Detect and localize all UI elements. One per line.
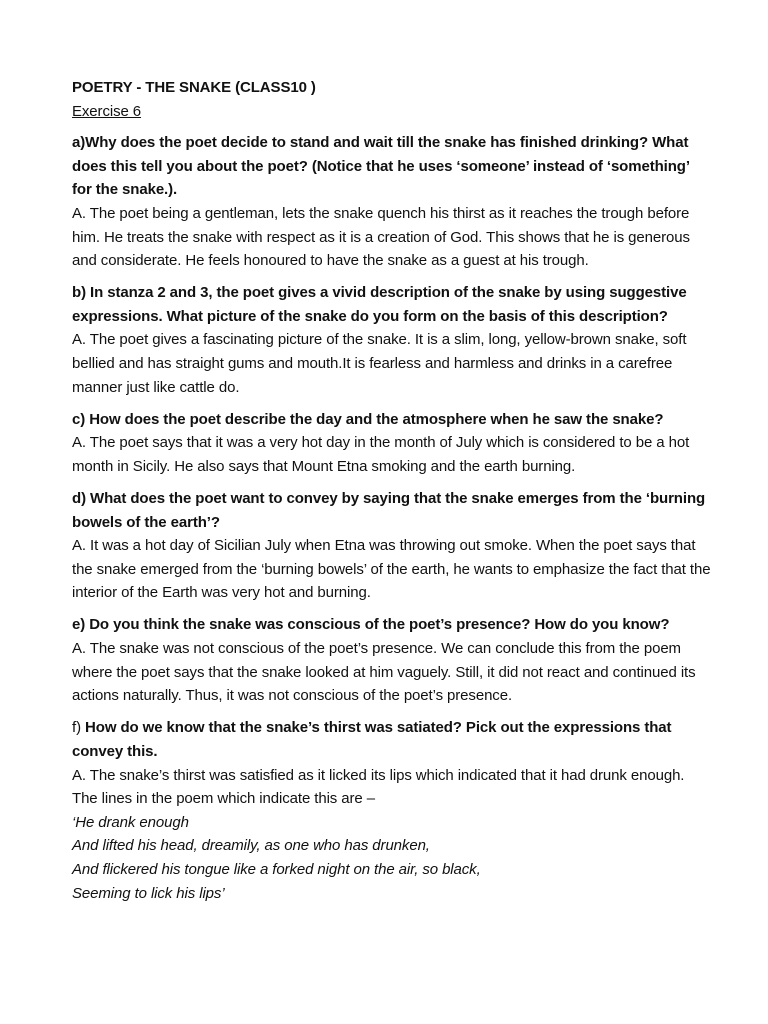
qa-block-e: [72, 613, 712, 707]
question-f: [72, 716, 712, 763]
question-f-text: How do we know that the snake’s thirst was satiated? Pick out the expressions that convey this.: [72, 719, 672, 760]
question-e: e) Do you think the snake was conscious of the poet’s presence? How do you know?: [72, 616, 670, 634]
document-page: [72, 76, 712, 914]
question-b: b) In stanza 2 and 3, the poet gives a vivid description of the snake by using suggestive expressions. What picture of the snake do you form on the basis of this description?: [72, 284, 687, 325]
answer-b: A. The poet gives a fascinating picture of the snake. It is a slim, long, yellow-brown snake, soft bellied and has straight gums and mouth.It is fearless and harmless and drinks in a carefree manner just like cattle do.: [72, 331, 687, 396]
poem-quote-line: And flickered his tongue like a forked night on the air, so black,: [72, 860, 481, 878]
answer-d: A. It was a hot day of Sicilian July when Etna was throwing out smoke. When the poet says that the snake emerged from the ‘burning bowels’ of the earth, he wants to emphasize the fact that the interior of the Earth was very hot and burning.: [72, 537, 711, 602]
question-c: c) How does the poet describe the day and the atmosphere when he saw the snake?: [72, 410, 664, 428]
answer-e: A. The snake was not conscious of the poet’s presence. We can conclude this from the poem where the poet says that the snake looked at him vaguely. Still, it did not react and continued its actions naturally. Thus, it was not conscious of the poet’s presence.: [72, 640, 696, 705]
question-d: d) What does the poet want to convey by saying that the snake emerges from the ‘burning bowels of the earth’?: [72, 490, 706, 531]
poem-quote-line: ‘He drank enough: [72, 813, 189, 831]
document-title: POETRY - THE SNAKE (CLASS10 ): [72, 79, 316, 96]
qa-block-c: [72, 408, 712, 479]
qa-block-d: [72, 487, 712, 605]
question-a: a)Why does the poet decide to stand and wait till the snake has finished drinking? What does this tell you about the poet? (Notice that he uses ‘someone’ instead of ‘something’ for the snake.).: [72, 134, 690, 199]
answer-c: A. The poet says that it was a very hot day in the month of July which is considered to be a hot month in Sicily. He also says that Mount Etna smoking and the earth burning.: [72, 434, 690, 475]
answer-a: A. The poet being a gentleman, lets the snake quench his thirst as it reaches the trough before him. He treats the snake with respect as it is a creation of God. This shows that he is generous and considerate. He feels honoured to have the snake as a guest at his trough.: [72, 204, 690, 270]
poem-quote-line: And lifted his head, dreamily, as one who has drunken,: [72, 837, 430, 855]
answer-f: A. The snake’s thirst was satisfied as it licked its lips which indicated that it had drunk enough. The lines in the poem which indicate this are –: [72, 766, 685, 808]
question-f-prefix: f): [72, 719, 86, 737]
qa-block-f: [72, 716, 712, 905]
qa-block-a: [72, 131, 712, 273]
poem-quote-line: Seeming to lick his lips’: [72, 884, 225, 902]
exercise-subtitle: Exercise 6: [72, 102, 142, 120]
qa-block-b: [72, 281, 712, 399]
